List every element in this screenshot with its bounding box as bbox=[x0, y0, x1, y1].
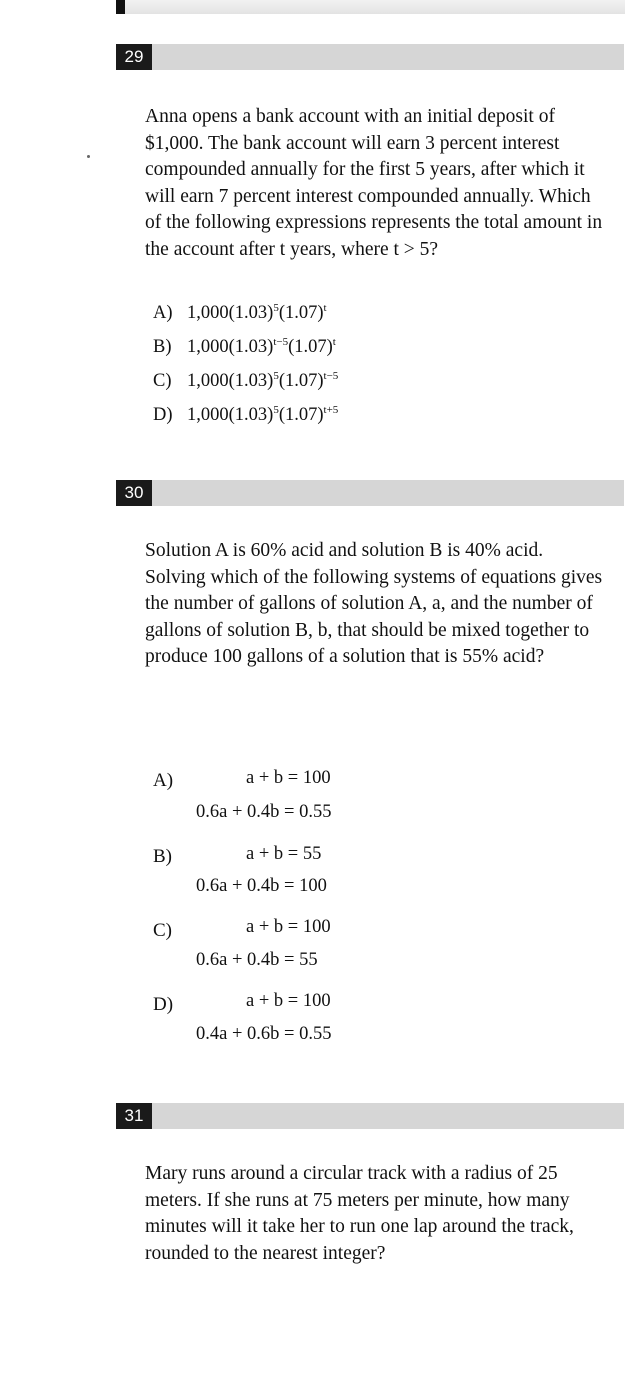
option-30-b[interactable]: B) bbox=[153, 846, 172, 867]
question-30-stem: Solution A is 60% acid and solution B is 40% acid. Solving which of the following systems of equations gives the number of gallons of solution A, a, and the number of gallons of solution B, b, that should be mixed together to produce 100 gallons of a solution that is 55% acid? bbox=[145, 540, 603, 667]
question-29-stem: Anna opens a bank account with an initial deposit of $1,000. The bank account will earn 3 percent interest compounded annually for the first 5 years, after which it will earn 7 percent interest compounded annually. Which of the following expressions represents the total amount in the account after t years, where t > 5? bbox=[145, 106, 603, 260]
option-29-a[interactable]: A) $1,000(1.03)^5(1.07)^t$ bbox=[153, 302, 327, 324]
question-header-31 bbox=[116, 1103, 624, 1129]
option-30-b-eq1: a + b = 55 bbox=[246, 844, 322, 864]
option-30-d[interactable]: D) bbox=[153, 994, 174, 1015]
option-30-c[interactable]: C) bbox=[153, 920, 172, 941]
question-number: 31 bbox=[116, 1103, 152, 1129]
question-31-stem: Mary runs around a circular track with a radius of 25 meters. If she runs at 75 meters per minute, how many minutes will it take her to run one lap around the track, rounded to the nearest integer? bbox=[145, 1163, 574, 1264]
question-number: 29 bbox=[116, 44, 152, 70]
question-header-29 bbox=[116, 44, 624, 70]
option-30-a-eq2: 0.6a + 0.4b = 0.55 bbox=[196, 802, 332, 822]
option-30-d-eq2: 0.4a + 0.6b = 0.55 bbox=[196, 1024, 332, 1044]
top-page-mark bbox=[116, 0, 125, 14]
option-29-b[interactable]: B) $1,000(1.03)^{t-5}(1.07)^t$ bbox=[153, 336, 336, 358]
top-page-strip bbox=[116, 0, 625, 14]
question-header-30 bbox=[116, 480, 624, 506]
option-29-d[interactable]: D) $1,000(1.03)^5(1.07)^{t+5}$ bbox=[153, 404, 339, 426]
option-30-c-eq2: 0.6a + 0.4b = 55 bbox=[196, 950, 318, 970]
option-30-a[interactable]: A) bbox=[153, 770, 174, 791]
option-30-d-eq1: a + b = 100 bbox=[246, 991, 331, 1011]
option-30-b-eq2: 0.6a + 0.4b = 100 bbox=[196, 876, 327, 896]
option-30-a-eq1: a + b = 100 bbox=[246, 768, 331, 788]
option-29-c[interactable]: C) $1,000(1.03)^5(1.07)^{t-5}$ bbox=[153, 370, 339, 392]
option-30-c-eq1: a + b = 100 bbox=[246, 917, 331, 937]
page-speck bbox=[87, 155, 90, 158]
question-number: 30 bbox=[116, 480, 152, 506]
